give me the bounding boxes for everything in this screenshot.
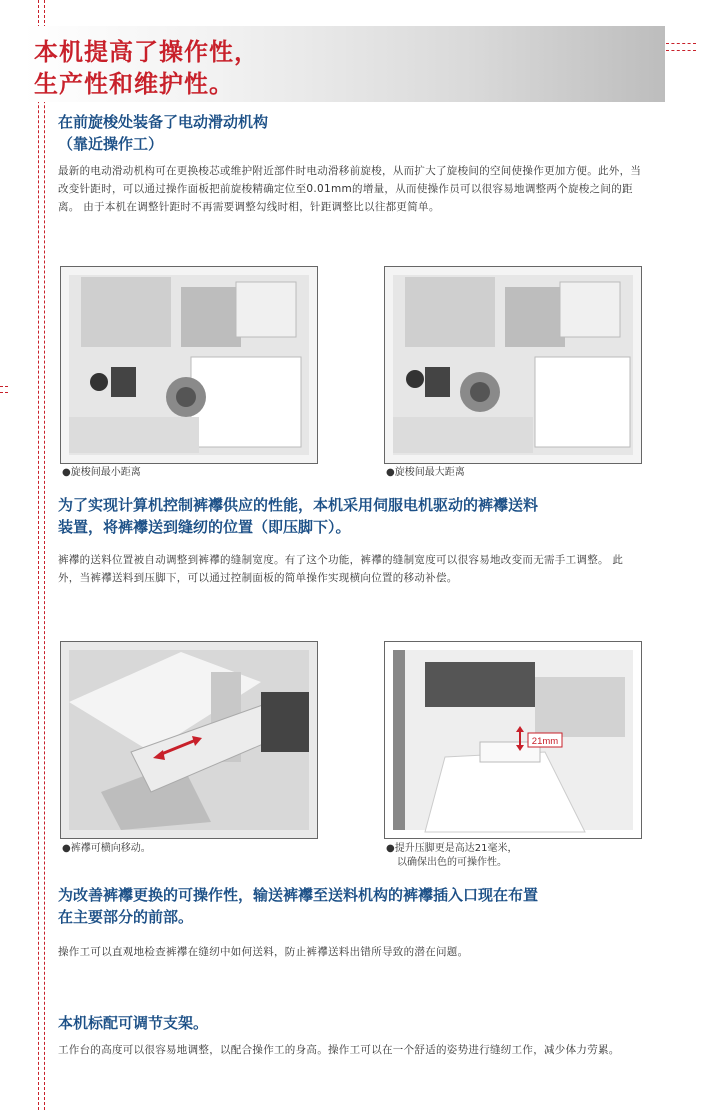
photo-belt-loop-lateral xyxy=(60,641,318,839)
caption-min-distance: ●旋梭间最小距离 xyxy=(62,467,141,478)
photo-hook-min-distance xyxy=(60,266,318,464)
guide-line-left-inner xyxy=(44,0,45,1110)
caption-foot-lift-line2: 以确保出色的可操作性。 xyxy=(397,857,507,868)
caption-foot-lift-line1: ●提升压脚更是高达21毫米， xyxy=(386,843,518,854)
section1-title-line1: 在前旋梭处装备了电动滑动机构 xyxy=(58,113,269,131)
section4-body: 工作台的高度可以很容易地调整，以配合操作工的身高。操作工可以在一个舒适的姿势进行缝纫工作，减少体力劳累。 xyxy=(58,1044,620,1056)
section1-body: 最新的电动滑动机构可在更换梭芯或维护附近部件时电动滑移前旋梭，从而扩大了旋梭间的空间使操作更加方便。此外，当改变针距时，可以通过操作面板把前旋梭精确定位至0.01mm的增量，从而使操作员可以很容易地调整两个旋梭之间的距离。 由于本机在调整针距时不再需要调整勾线时相，针距调整比以往都更简单。 xyxy=(58,165,642,213)
section2-body: 裤襻的送料位置被自动调整到裤襻的缝制宽度。有了这个功能，裤襻的缝制宽度可以很容易地改变而无需手工调整。 此外，当裤襻送料到压脚下，可以通过控制面板的简单操作实现横向位置的移动补偿。 xyxy=(58,554,624,584)
guide-dash-top-right-2 xyxy=(666,50,696,51)
section3-title-line2: 在主要部分的前部。 xyxy=(58,908,194,926)
photo-presser-foot-lift xyxy=(384,641,642,839)
guide-dash-left-mid xyxy=(0,386,8,387)
headline-line1: 本机提高了操作性， xyxy=(34,38,259,66)
headline-line2: 生产性和维护性。 xyxy=(34,70,234,98)
caption-lateral-move: ●裤襻可横向移动。 xyxy=(62,843,151,854)
caption-max-distance: ●旋梭间最大距离 xyxy=(386,467,465,478)
section1-title-line2: （靠近操作工） xyxy=(58,135,164,153)
photo-hook-max-distance xyxy=(384,266,642,464)
guide-dash-left-mid-2 xyxy=(0,392,8,393)
headline-banner xyxy=(24,26,665,102)
section2-title-line1: 为了实现计算机控制裤襻供应的性能，本机采用伺服电机驱动的裤襻送料 xyxy=(58,496,539,514)
guide-line-left xyxy=(38,0,39,1110)
section3-title-line1: 为改善裤襻更换的可操作性，输送裤襻至送料机构的裤襻插入口现在布置 xyxy=(58,886,539,904)
section2-title-line2: 装置，将裤襻送到缝纫的位置（即压脚下）。 xyxy=(58,518,351,536)
label-21mm: 21mm xyxy=(531,736,559,747)
section4-title: 本机标配可调节支架。 xyxy=(58,1014,209,1032)
guide-dash-top-right xyxy=(666,43,696,44)
section3-body: 操作工可以直观地检查裤襻在缝纫中如何送料，防止裤襻送料出错所导致的潜在问题。 xyxy=(58,946,469,958)
